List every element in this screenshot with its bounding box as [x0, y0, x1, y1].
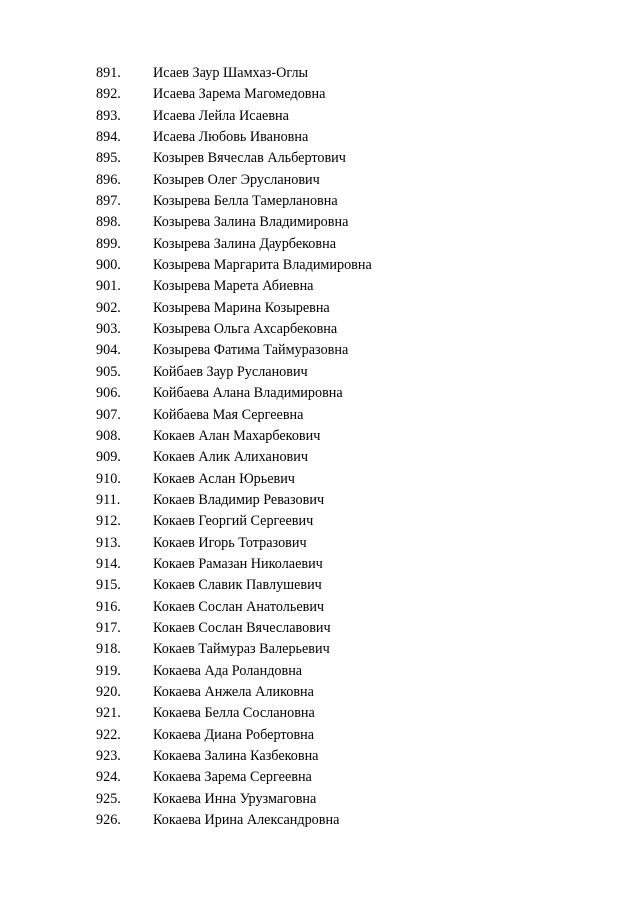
entry-name: Кокаева Ада Роландовна [153, 662, 303, 679]
entry-name: Кокаев Георгий Сергеевич [153, 513, 314, 530]
entry-number: 903. [96, 321, 121, 338]
entry-name: Кокаев Алик Алиханович [153, 449, 308, 466]
entry-name: Козырева Марета Абиевна [153, 278, 314, 295]
entry-name: Исаева Лейла Исаевна [153, 107, 289, 124]
list-item [96, 170, 372, 191]
list-item [96, 84, 372, 105]
entry-name: Кокаев Сослан Анатольевич [153, 598, 325, 615]
entry-number: 918. [96, 641, 121, 658]
list-item [96, 725, 372, 746]
list-item [96, 746, 372, 767]
entry-name: Козырева Фатима Таймуразовна [153, 342, 349, 359]
name-list [96, 63, 372, 831]
list-item [96, 789, 372, 810]
entry-number: 914. [96, 555, 121, 572]
list-item [96, 511, 372, 532]
entry-number: 900. [96, 257, 121, 274]
entry-name: Кокаева Диана Робертовна [153, 726, 315, 743]
entry-name: Койбаева Мая Сергеевна [153, 406, 304, 423]
entry-number: 920. [96, 683, 121, 700]
list-item [96, 191, 372, 212]
entry-number: 905. [96, 363, 121, 380]
list-item [96, 319, 372, 340]
entry-number: 893. [96, 107, 121, 124]
entry-name: Кокаева Инна Урузмаговна [153, 790, 317, 807]
entry-name: Кокаева Белла Сослановна [153, 705, 315, 722]
list-item [96, 661, 372, 682]
entry-name: Исаева Любовь Ивановна [153, 129, 309, 146]
list-item [96, 298, 372, 319]
list-item [96, 767, 372, 788]
entry-name: Кокаева Залина Казбековна [153, 748, 319, 764]
entry-name: Кокаев Игорь Тотразович [153, 534, 307, 551]
list-item [96, 554, 372, 575]
entry-number: 901. [96, 278, 121, 295]
list-item [96, 575, 372, 596]
entry-name: Козырев Олег Эрусланович [153, 171, 320, 188]
entry-name: Козырева Ольга Ахсарбековна [153, 321, 338, 338]
entry-number: 926. [96, 812, 121, 829]
entry-name: Кокаев Алан Махарбекович [153, 427, 321, 444]
entry-name: Кокаев Владимир Ревазович [153, 491, 325, 508]
entry-number: 922. [96, 726, 121, 743]
list-item [96, 639, 372, 660]
list-item [96, 276, 372, 297]
entry-name: Кокаев Славик Павлушевич [153, 577, 322, 594]
entry-number: 919. [96, 662, 121, 679]
list-item [96, 597, 372, 618]
entry-number: 913. [96, 534, 121, 551]
list-item [96, 362, 372, 383]
entry-name: Койбаева Алана Владимировна [153, 385, 343, 402]
entry-number: 899. [96, 235, 121, 252]
list-item [96, 212, 372, 233]
list-item [96, 426, 372, 447]
entry-number: 892. [96, 86, 121, 103]
entry-number: 921. [96, 705, 121, 722]
entry-number: 910. [96, 470, 121, 487]
entry-number: 894. [96, 129, 121, 146]
list-item [96, 703, 372, 724]
list-item [96, 127, 372, 148]
list-item [96, 533, 372, 554]
entry-name: Козырева Марина Козыревна [153, 299, 330, 316]
list-item [96, 490, 372, 511]
list-item [96, 810, 372, 831]
entry-number: 924. [96, 769, 121, 786]
list-item [96, 106, 372, 127]
entry-name: Исаева Зарема Магомедовна [153, 86, 326, 103]
entry-name: Кокаев Рамазан Николаевич [153, 555, 323, 572]
entry-number: 916. [96, 598, 121, 615]
entry-name: Исаев Заур Шамхаз-Оглы [153, 65, 309, 81]
entry-number: 904. [96, 342, 121, 359]
entry-name: Койбаев Заур Русланович [153, 363, 308, 380]
entry-number: 897. [96, 193, 121, 210]
list-item [96, 469, 372, 490]
list-item [96, 405, 372, 426]
list-item [96, 447, 372, 468]
entry-name: Кокаева Зарема Сергеевна [153, 769, 312, 786]
list-item [96, 383, 372, 404]
list-item [96, 682, 372, 703]
list-item [96, 234, 372, 255]
entry-number: 902. [96, 299, 121, 316]
list-item [96, 618, 372, 639]
entry-name: Козырева Белла Тамерлановна [153, 193, 338, 210]
entry-number: 925. [96, 790, 121, 807]
entry-number: 906. [96, 385, 121, 402]
list-item [96, 340, 372, 361]
entry-number: 908. [96, 427, 121, 444]
entry-number: 912. [96, 513, 121, 530]
entry-name: Кокаева Ирина Александровна [153, 812, 340, 829]
entry-name: Кокаев Сослан Вячеславович [153, 619, 331, 636]
entry-name: Кокаева Анжела Аликовна [153, 683, 314, 700]
entry-name: Козырев Вячеслав Альбертович [153, 150, 346, 167]
list-item [96, 148, 372, 169]
entry-number: 909. [96, 449, 121, 466]
entry-number: 896. [96, 171, 121, 188]
entry-name: Козырева Маргарита Владимировна [153, 257, 372, 274]
entry-number: 915. [96, 577, 121, 594]
list-item [96, 63, 372, 84]
entry-name: Кокаев Таймураз Валерьевич [153, 641, 330, 658]
entry-number: 917. [96, 619, 121, 636]
entry-number: 923. [96, 748, 121, 764]
entry-name: Кокаев Аслан Юрьевич [153, 470, 295, 487]
entry-number: 907. [96, 406, 121, 423]
entry-number: 898. [96, 214, 121, 231]
entry-number: 895. [96, 150, 121, 167]
entry-number: 891. [96, 65, 121, 81]
list-item [96, 255, 372, 276]
entry-name: Козырева Залина Даурбековна [153, 235, 336, 252]
entry-number: 911. [96, 491, 121, 508]
entry-name: Козырева Залина Владимировна [153, 214, 349, 231]
